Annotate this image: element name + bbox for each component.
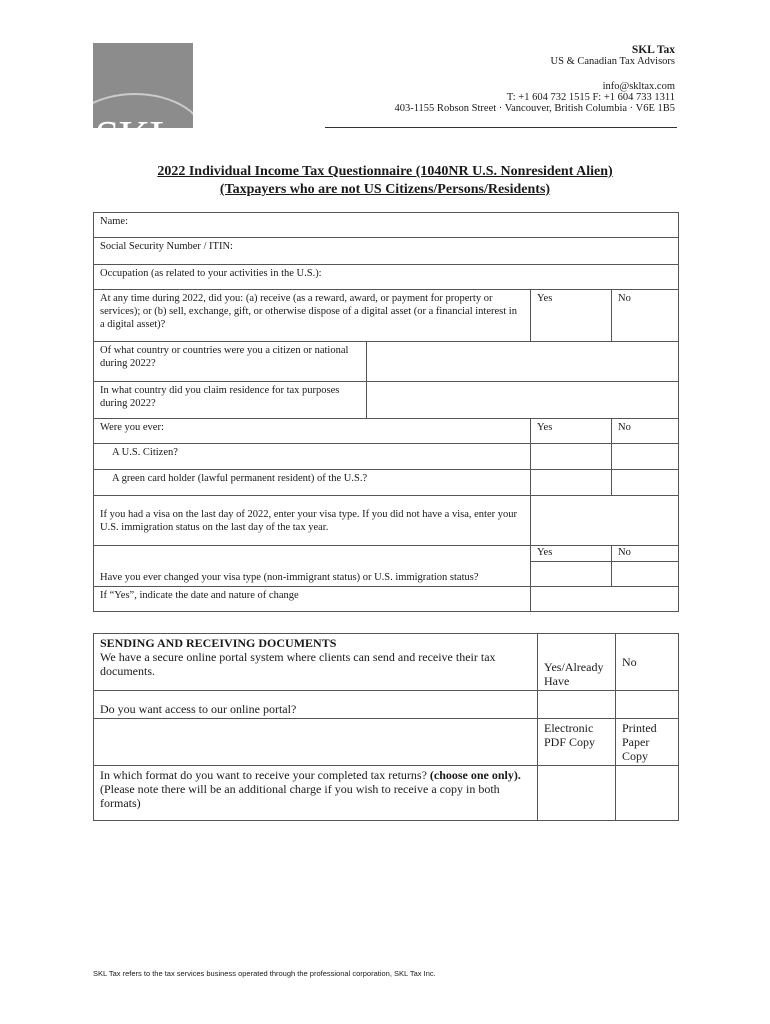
format-electronic[interactable] — [538, 766, 616, 821]
title-line-1: 2022 Individual Income Tax Questionnaire (1040NR U.S. Nonresident Alien) — [157, 164, 613, 179]
residence-country-question: In what country did you claim residence for tax purposes during 2022? — [94, 382, 367, 419]
portal-question: Do you want access to our online portal? — [94, 691, 538, 719]
header-rule — [325, 127, 677, 128]
firm-phone: T: +1 604 732 1515 F: +1 604 733 1311 — [506, 92, 675, 103]
us-citizen-yes[interactable] — [531, 444, 612, 470]
documents-intro — [94, 634, 538, 691]
digital-asset-question: At any time during 2022, did you: (a) receive (as a reward, award, or payment for property or services); or (b) sell, exchange, gift, or otherwise dispose of a digital asset (or a financial interest in a digital asset)? — [94, 290, 531, 342]
occupation-field[interactable]: Occupation (as related to your activities in the U.S.): — [94, 265, 679, 290]
changed-visa-question: Have you ever changed your visa type (non-immigrant status) or U.S. immigration status? — [94, 546, 531, 587]
change-details-answer[interactable] — [531, 587, 679, 612]
format-question-text: In which format do you want to receive your completed tax returns? — [100, 768, 427, 782]
format-question — [94, 766, 538, 821]
visa-type-question: If you had a visa on the last day of 2022, enter your visa type. If you did not have a visa, enter your U.S. immigration status on the last day of the tax year. — [94, 496, 531, 546]
changed-visa-no-header: No — [612, 546, 679, 562]
logo-text: SKL — [95, 112, 176, 161]
citizen-country-answer[interactable] — [367, 342, 679, 382]
firm-contact-block — [394, 45, 675, 114]
green-card-yes[interactable] — [531, 470, 612, 496]
green-card-question: A green card holder (lawful permanent resident) of the U.S.? — [94, 470, 531, 496]
firm-tagline: US & Canadian Tax Advisors — [550, 56, 675, 67]
skl-logo — [93, 43, 193, 161]
green-card-no[interactable] — [612, 470, 679, 496]
title-line-2: (Taxpayers who are not US Citizens/Persons/Residents) — [219, 182, 551, 197]
personal-info-table — [93, 212, 679, 612]
changed-visa-yes[interactable] — [531, 562, 612, 587]
documents-heading: SENDING AND RECEIVING DOCUMENTS — [100, 636, 337, 650]
firm-name: SKL Tax — [631, 44, 675, 56]
documents-table — [93, 633, 679, 821]
residence-country-answer[interactable] — [367, 382, 679, 419]
page-title — [0, 163, 770, 199]
digital-asset-yes[interactable]: Yes — [531, 290, 612, 342]
portal-yes-header: Yes/Already Have — [538, 634, 616, 691]
were-you-ever-label: Were you ever: — [94, 419, 531, 444]
portal-no-header: No — [616, 634, 679, 691]
digital-asset-no[interactable]: No — [612, 290, 679, 342]
name-field[interactable]: Name: — [94, 213, 679, 238]
portal-no[interactable] — [616, 691, 679, 719]
electronic-header: Electronic PDF Copy — [538, 719, 616, 766]
firm-email: info@skltax.com — [602, 81, 675, 92]
change-details-question: If “Yes”, indicate the date and nature of change — [94, 587, 531, 612]
visa-type-answer[interactable] — [531, 496, 679, 546]
us-citizen-no[interactable] — [612, 444, 679, 470]
citizen-country-question: Of what country or countries were you a citizen or national during 2022? — [94, 342, 367, 382]
format-choose-one: (choose one only). — [429, 768, 521, 782]
changed-visa-no[interactable] — [612, 562, 679, 587]
format-note: (Please note there will be an additional charge if you wish to receive a copy in both formats) — [100, 782, 500, 810]
format-printed[interactable] — [616, 766, 679, 821]
changed-visa-yes-header: Yes — [531, 546, 612, 562]
were-you-ever-no-header: No — [612, 419, 679, 444]
us-citizen-question: A U.S. Citizen? — [94, 444, 531, 470]
printed-header: Printed Paper Copy — [616, 719, 679, 766]
footer-note: SKL Tax refers to the tax services business operated through the professional corporation, SKL Tax Inc. — [93, 969, 436, 978]
ssn-field[interactable]: Social Security Number / ITIN: — [94, 238, 679, 265]
documents-intro-text: We have a secure online portal system where clients can send and receive their tax documents. — [100, 650, 496, 678]
were-you-ever-yes-header: Yes — [531, 419, 612, 444]
portal-yes[interactable] — [538, 691, 616, 719]
spacer-cell — [94, 719, 538, 766]
firm-address: 403-1155 Robson Street · Vancouver, British Columbia · V6E 1B5 — [394, 103, 675, 114]
